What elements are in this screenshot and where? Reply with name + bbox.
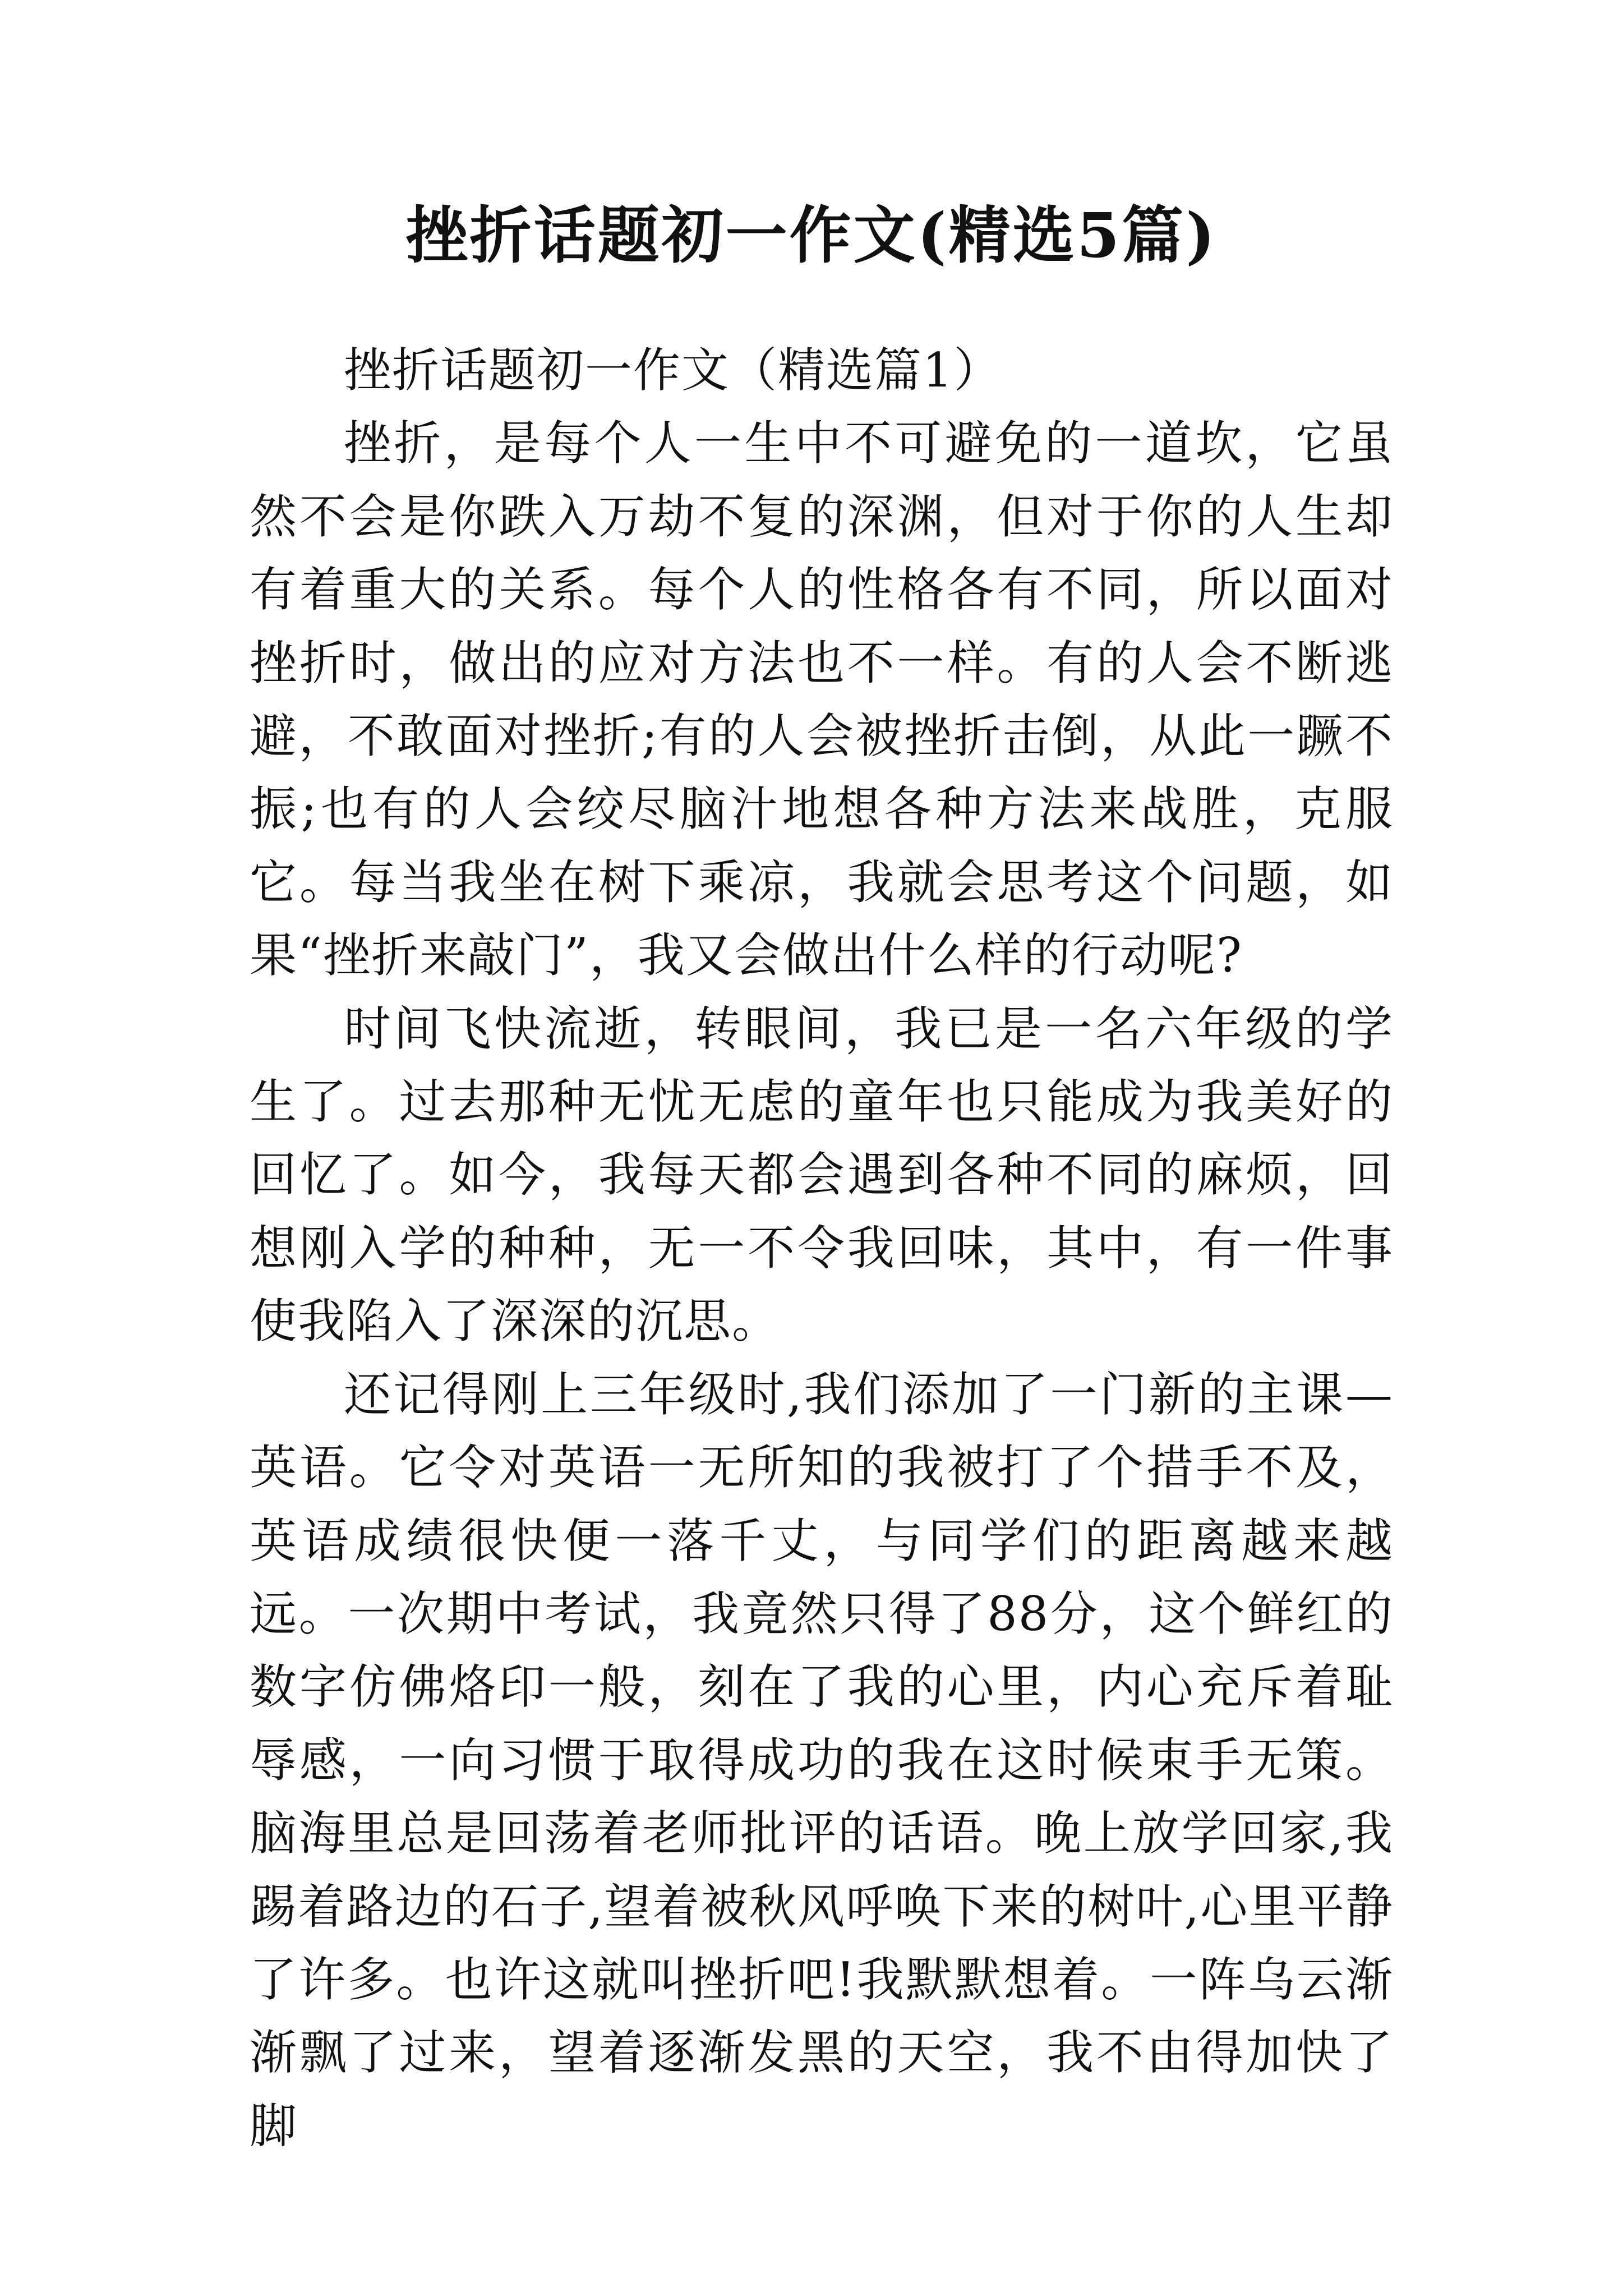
document-body (250, 334, 1394, 2162)
paragraph: 还记得刚上三年级时,我们添加了一门新的主课—英语。它令对英语一无所知的我被打了个措手不及，英语成绩很快便一落千丈，与同学们的距离越来越远。一次期中考试，我竟然只得了88分，这个鲜红的数字仿佛烙印一般，刻在了我的心里，内心充斥着耻辱感，一向习惯于取得成功的我在这时候束手无策。脑海里总是回荡着老师批评的话语。晚上放学回家,我踢着路边的石子,望着被秋风呼唤下来的树叶,心里平静了许多。也许这就叫挫折吧!我默默想着。一阵乌云渐渐飘了过来，望着逐渐发黑的天空，我不由得加快了脚 (250, 1366, 1394, 2154)
paragraph: 时间飞快流逝，转眼间，我已是一名六年级的学生了。过去那种无忧无虑的童年也只能成为我美好的回忆了。如今，我每天都会遇到各种不同的麻烦，回想刚入学的种种，无一不令我回味，其中，有一件事使我陷入了深深的沉思。 (250, 1001, 1394, 1349)
section-heading: 挫折话题初一作文（精选篇1） (344, 343, 1002, 398)
paragraph: 挫折，是每个人一生中不可避免的一道坎，它虽然不会是你跌入万劫不复的深渊，但对于你的人生却有着重大的关系。每个人的性格各有不同，所以面对挫折时，做出的应对方法也不一样。有的人会不断逃避，不敢面对挫折;有的人会被挫折击倒，从此一蹶不振;也有的人会绞尽脑汁地想各种方法来战胜，克服它。每当我坐在树下乘凉，我就会思考这个问题，如果“挫折来敲门”，我又会做出什么样的行动呢? (250, 416, 1394, 983)
document-title: 挫折话题初一作文(精选5篇) (405, 199, 1218, 272)
